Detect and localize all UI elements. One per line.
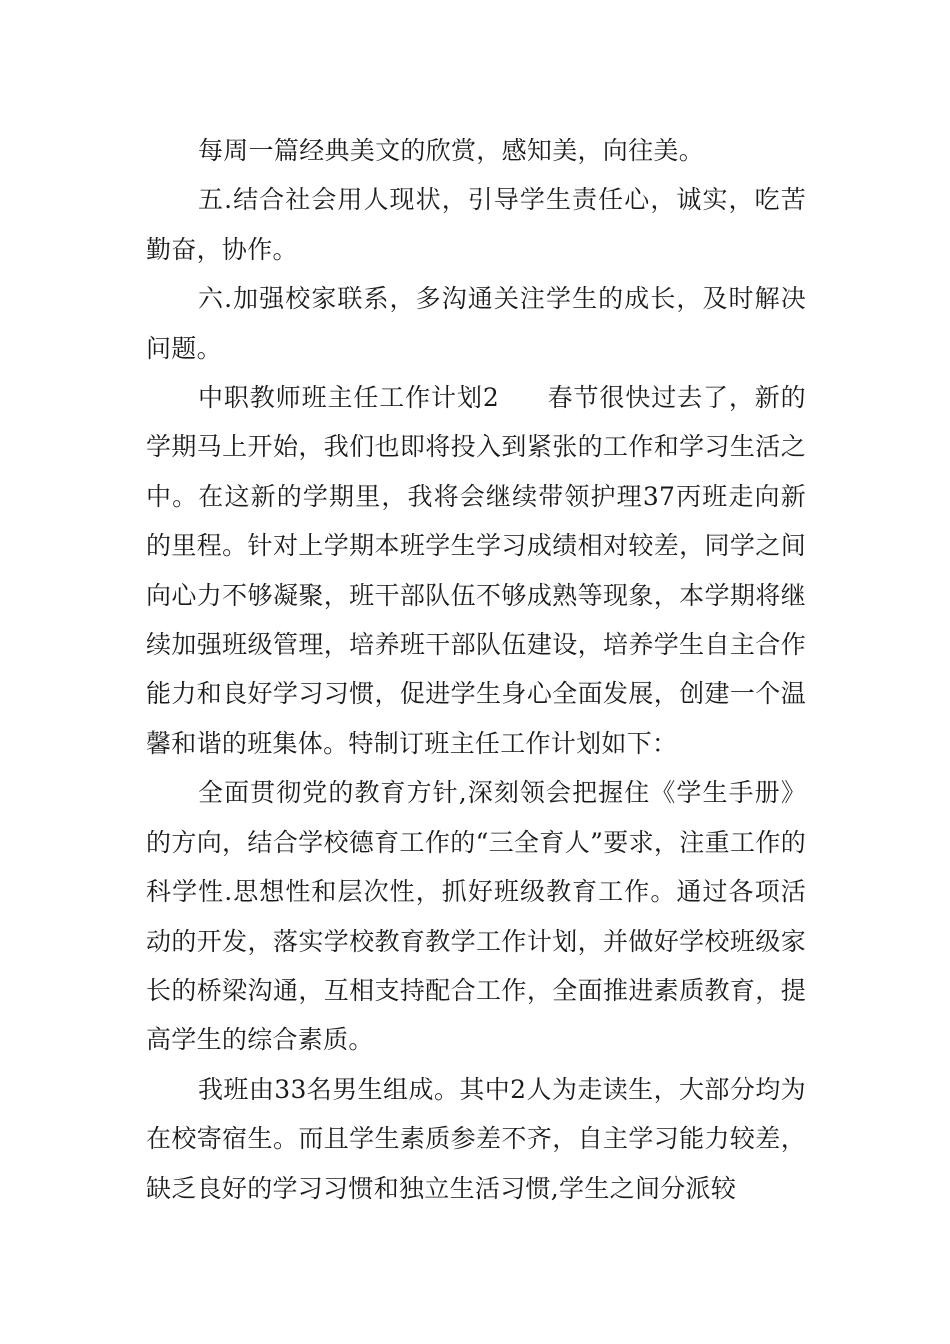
paragraph-item-six: 六.加强校家联系，多沟通关注学生的成长，及时解决问题。: [146, 284, 806, 363]
paragraph-guiding-ideology: 全面贯彻党的教育方针,深刻领会把握住《学生手册》的方向，结合学校德育工作的“三全育人”要求，注重工作的科学性.思想性和层次性，抓好班级教育工作。通过各项活动的开发，落实学校教育教学工作计划，并做好学校班级家长的桥梁沟通，互相支持配合工作，全面推进素质教育，提高学生的综合素质。: [146, 778, 806, 1055]
body-text: [146, 126, 806, 1213]
paragraph-plan-intro: [146, 373, 806, 768]
paragraph-item-five: 五.结合社会用人现状，引导学生责任心，诚实，吃苦勤奋，协作。: [146, 185, 806, 264]
plan-intro-text: 春节很快过去了，新的学期马上开始，我们也即将投入到紧张的工作和学习生活之中。在这新的学期里，我将会继续带领护理37丙班走向新的里程。针对上学期本班学生学习成绩相对较差，同学之间向心力不够凝聚，班干部队伍不够成熟等现象，本学期将继续加强班级管理，培养班干部队伍建设，培养学生自主合作能力和良好学习习惯，促进学生身心全面发展，创建一个温馨和谐的班集体。特制订班主任工作计划如下：: [146, 383, 806, 758]
paragraph-appreciation: 每周一篇经典美文的欣赏，感知美，向往美。: [198, 136, 705, 165]
paragraph-class-situation: 我班由33名男生组成。其中2人为走读生，大部分均为在校寄宿生。而且学生素质参差不齐，自主学习能力较差，缺乏良好的学习习惯和独立生活习惯,学生之间分派较: [146, 1074, 806, 1203]
plan-title: 中职教师班主任工作计划2: [198, 383, 500, 413]
